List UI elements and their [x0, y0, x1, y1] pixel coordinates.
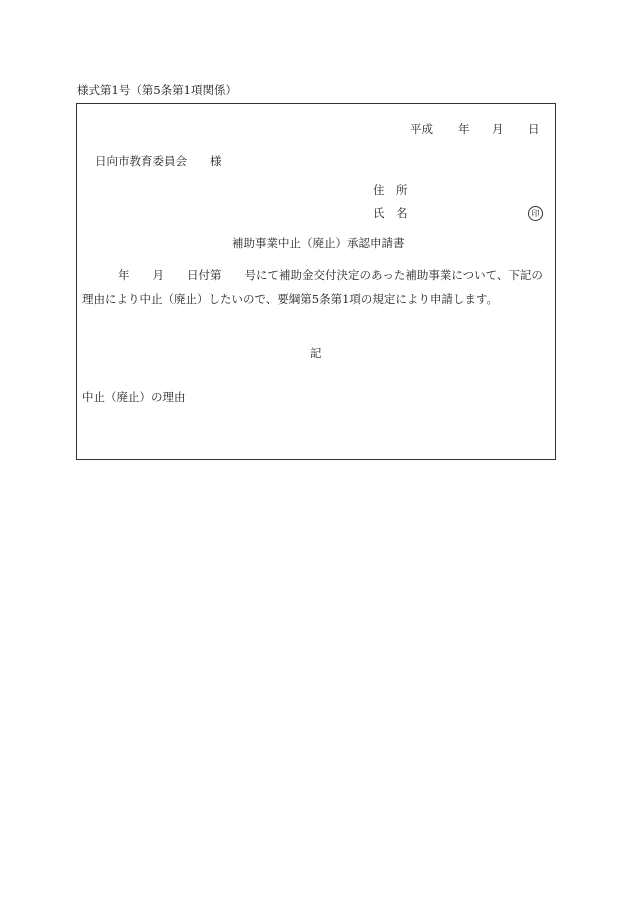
- seal-icon: 印: [528, 206, 543, 221]
- body-line-1: 年 月 日付第 号にて補助金交付決定のあった補助事業について、下記の: [118, 268, 543, 282]
- date-day: 日: [528, 122, 540, 136]
- ki-heading: 記: [310, 346, 322, 360]
- seal-mark: [528, 206, 543, 221]
- document-title: 補助事業中止（廃止）承認申請書: [232, 236, 405, 250]
- name-label: 氏 名: [373, 206, 408, 220]
- date-era: 平成: [410, 122, 433, 136]
- date-year: 年: [458, 122, 470, 136]
- reason-label: 中止（廃止）の理由: [82, 390, 186, 404]
- address-label: 住 所: [373, 183, 408, 197]
- date-month: 月: [492, 122, 504, 136]
- addressee: 日向市教育委員会 様: [95, 154, 222, 168]
- form-label: 様式第1号（第5条第1項関係）: [77, 83, 237, 97]
- body-line-2: 理由により中止（廃止）したいので、要綱第5条第1項の規定により申請します。: [82, 292, 498, 306]
